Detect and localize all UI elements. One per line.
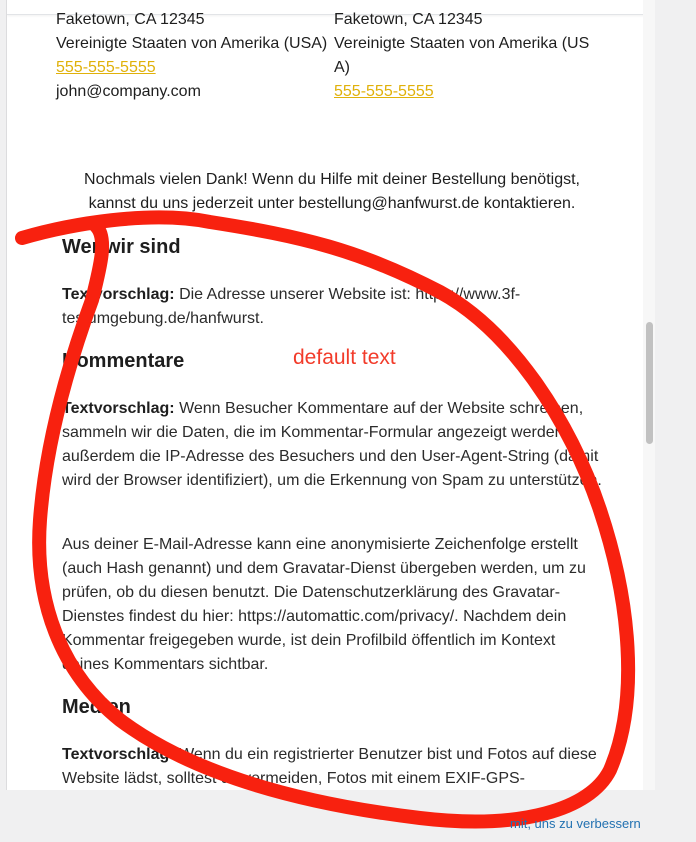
heading-who-we-are: Wer wir sind: [62, 236, 181, 258]
shipping-phone-link[interactable]: 555-555-5555: [334, 83, 434, 100]
billing-line-country: Vereinigte Staaten von Amerika (USA): [56, 35, 328, 52]
annotation-circle-stroke: [22, 217, 628, 821]
label-textvorschlag: Textvorschlag:: [62, 746, 175, 763]
billing-phone-link[interactable]: 555-555-5555: [56, 59, 156, 76]
billing-email: john@company.com: [56, 83, 201, 100]
annotation-label: default text: [293, 346, 396, 369]
shipping-line-city: Faketown, CA 12345: [334, 11, 483, 28]
heading-comments: Kommentare: [62, 350, 185, 372]
paragraph-gravatar: Aus deiner E-Mail-Adresse kann eine anonymisierte Zeichenfolge erstellt (auch Hash genannt) und dem Gravatar-Dienst übergeben werden, um zu prüfen, ob du diesen benutzt. Die Datenschutzerklärung des Gravatar-Dienstes findest du hier: https://automattic.com/privacy/. Nachdem dein Kommentar freigegeben wurde, ist dein Profilbild öffentlich im Kontext deines Kommentars sichtbar.: [62, 536, 586, 673]
billing-line-city: Faketown, CA 12345: [56, 11, 205, 28]
shipping-line-country-a: Vereinigte Staaten von Amerika (US: [334, 35, 590, 52]
text-comments: Wenn Besucher Kommentare auf der Website schreiben, sammeln wir die Daten, die im Kommentar-Formular angezeigt werden, außerdem die IP-Adresse des Besuchers und den User-Agent-String (damit wird der Browser identifiziert), um die Erkennung von Spam zu unterstützen.: [62, 400, 602, 489]
heading-media: Medien: [62, 696, 131, 718]
label-textvorschlag: Textvorschlag:: [62, 286, 175, 303]
shipping-line-country-b: A): [334, 59, 350, 76]
thank-you-line-2: kannst du uns jederzeit unter bestellung@hanfwurst.de kontaktieren.: [88, 195, 576, 212]
text-media: Wenn du ein registrierter Benutzer bist und Fotos auf diese Website lädst, solltest du vermeiden, Fotos mit einem EXIF-GPS-: [62, 746, 597, 787]
label-textvorschlag: Textvorschlag:: [62, 400, 175, 417]
text-who-we-are: Die Adresse unserer Website ist: https://www.3f-testumgebung.de/hanfwurst.: [62, 286, 521, 327]
footer-feedback-link[interactable]: mit, uns zu verbessern: [510, 816, 641, 831]
thank-you-line-1: Nochmals vielen Dank! Wenn du Hilfe mit deiner Bestellung benötigst,: [84, 171, 580, 188]
